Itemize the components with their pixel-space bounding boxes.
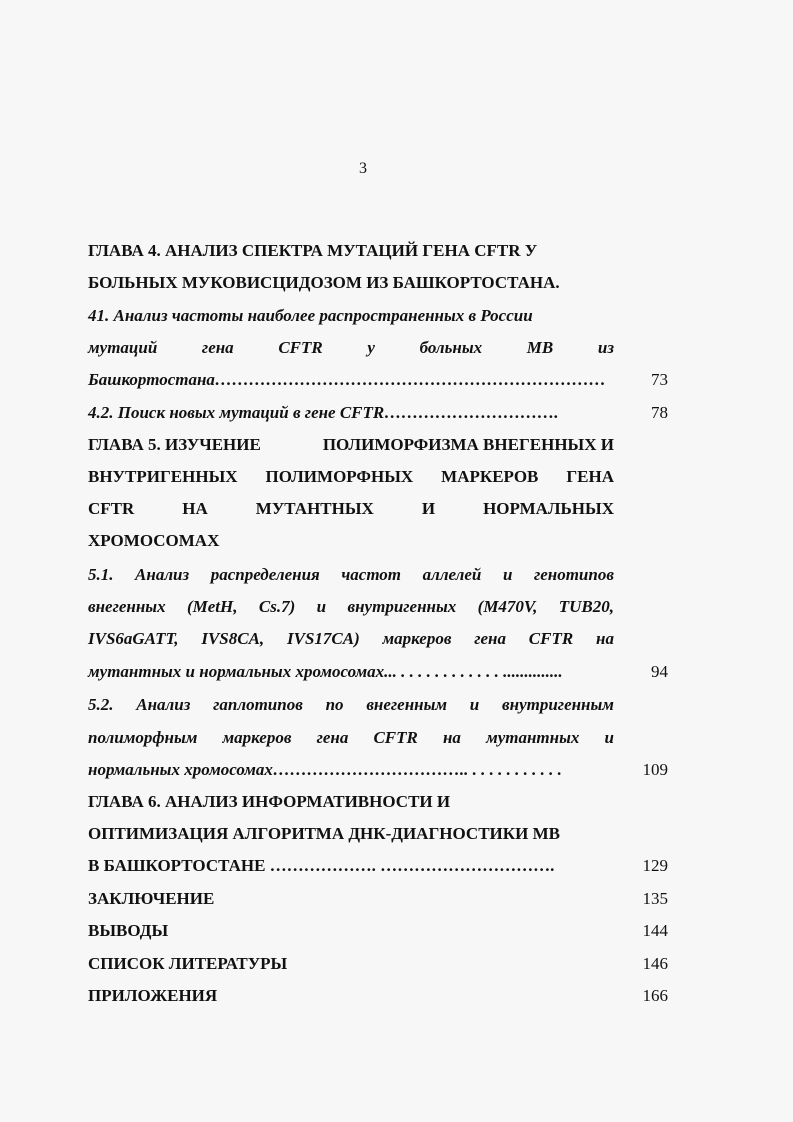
word: И bbox=[421, 499, 436, 518]
section-5-1-line1 bbox=[88, 565, 614, 585]
section-5-1-line2 bbox=[88, 597, 614, 617]
word: мутантных bbox=[486, 728, 580, 747]
chapter6-title-line2: ОПТИМИЗАЦИЯ АЛГОРИТМА ДНК-ДИАГНОСТИКИ МВ bbox=[88, 824, 560, 843]
word: внутригенных bbox=[347, 597, 457, 616]
chapter5-title-line1 bbox=[88, 435, 614, 455]
word: ПОЛИМОРФНЫХ bbox=[265, 467, 414, 486]
chapter4-title-line2: БОЛЬНЫХ МУКОВИСЦИДОЗОМ ИЗ БАШКОРТОСТАНА. bbox=[88, 273, 560, 292]
word: Анализ bbox=[136, 695, 191, 714]
word: аллелей bbox=[422, 565, 482, 584]
toc-references: СПИСОК ЛИТЕРАТУРЫ bbox=[88, 954, 288, 973]
word: на bbox=[596, 629, 614, 648]
word: внегенных bbox=[88, 597, 166, 616]
toc-appendices-page: 166 bbox=[642, 986, 668, 1005]
section-5-1-line3 bbox=[88, 629, 614, 649]
toc-findings-page: 144 bbox=[642, 921, 668, 940]
chapter5-title-line2 bbox=[88, 467, 614, 487]
word: гена bbox=[474, 629, 506, 648]
word: на bbox=[442, 728, 461, 747]
word: IVS17CA) bbox=[286, 629, 360, 648]
section-4-1-line3: Башкортостана…………………………………………………………… bbox=[88, 370, 606, 389]
section-5-2-line2 bbox=[88, 728, 614, 748]
chapter5-title-line4: ХРОМОСОМАХ bbox=[88, 531, 220, 550]
word: МВ bbox=[526, 338, 554, 357]
word: частот bbox=[341, 565, 402, 584]
word: распределения bbox=[210, 565, 320, 584]
word: маркеров bbox=[222, 728, 292, 747]
section-5-1-page: 94 bbox=[651, 662, 668, 681]
word: и bbox=[316, 597, 327, 616]
word: и bbox=[502, 565, 513, 584]
word: Анализ bbox=[135, 565, 190, 584]
word: маркеров bbox=[382, 629, 452, 648]
word: по bbox=[325, 695, 344, 714]
word: у bbox=[367, 338, 375, 357]
word: Cs.7) bbox=[258, 597, 296, 616]
chapter6-title-line3: В БАШКОРТОСТАНЕ ………………. …………………………. bbox=[88, 856, 555, 875]
section-4-1-line1: 41. Анализ частоты наиболее распространенных в России bbox=[88, 306, 533, 325]
word: (M470V, bbox=[477, 597, 538, 616]
word: генотипов bbox=[533, 565, 614, 584]
word: ГЕНА bbox=[566, 467, 614, 486]
word: и bbox=[469, 695, 480, 714]
page-number: 3 bbox=[359, 160, 367, 177]
toc-conclusion-page: 135 bbox=[642, 889, 668, 908]
word: внегенным bbox=[366, 695, 448, 714]
section-5-2-page: 109 bbox=[642, 760, 668, 779]
word: CFTR bbox=[278, 338, 323, 357]
chapter6-page: 129 bbox=[642, 856, 668, 875]
word: гена bbox=[201, 338, 234, 357]
word: НА bbox=[182, 499, 208, 518]
word: из bbox=[597, 338, 614, 357]
word: и bbox=[604, 728, 614, 747]
word: мутаций bbox=[88, 338, 158, 357]
toc-findings: ВЫВОДЫ bbox=[88, 921, 169, 940]
word: полиморфным bbox=[88, 728, 198, 747]
word: IVS8CA, bbox=[201, 629, 265, 648]
section-4-1-line2 bbox=[88, 338, 614, 358]
word: 5.1. bbox=[88, 565, 114, 584]
section-4-2: 4.2. Поиск новых мутаций в гене CFTR…………………………. bbox=[88, 403, 559, 422]
word: ВНУТРИГЕННЫХ bbox=[88, 467, 238, 486]
word: CFTR bbox=[528, 629, 574, 648]
word: ГЛАВА 5. ИЗУЧЕНИЕ bbox=[88, 435, 261, 454]
word: гаплотипов bbox=[213, 695, 303, 714]
toc-appendices: ПРИЛОЖЕНИЯ bbox=[88, 986, 218, 1005]
word: гена bbox=[316, 728, 349, 747]
word: 5.2. bbox=[88, 695, 114, 714]
word: IVS6aGATT, bbox=[88, 629, 179, 648]
chapter6-title-line1: ГЛАВА 6. АНАЛИЗ ИНФОРМАТИВНОСТИ И bbox=[88, 792, 451, 811]
word: МУТАНТНЫХ bbox=[255, 499, 374, 518]
toc-conclusion: ЗАКЛЮЧЕНИЕ bbox=[88, 889, 215, 908]
word: CFTR bbox=[373, 728, 418, 747]
section-4-1-page: 73 bbox=[651, 370, 668, 389]
word: (MetH, bbox=[186, 597, 238, 616]
word: CFTR bbox=[88, 499, 135, 518]
word: ПОЛИМОРФИЗМА ВНЕГЕННЫХ И bbox=[322, 435, 614, 454]
word: больных bbox=[419, 338, 483, 357]
word: НОРМАЛЬНЫХ bbox=[483, 499, 614, 518]
section-5-1-line4: мутантных и нормальных хромосомах... . . . . . . . . . . . . .............. bbox=[88, 662, 563, 681]
toc-references-page: 146 bbox=[642, 954, 668, 973]
chapter4-title-line1: ГЛАВА 4. АНАЛИЗ СПЕКТРА МУТАЦИЙ ГЕНА CFTR У bbox=[88, 241, 538, 260]
section-5-2-line1 bbox=[88, 695, 614, 715]
section-4-2-page: 78 bbox=[651, 403, 668, 422]
section-5-2-line3: нормальных хромосомах…………………………….. . . . . . . . . . . . bbox=[88, 760, 562, 779]
word: TUB20, bbox=[558, 597, 614, 616]
chapter5-title-line3 bbox=[88, 499, 614, 519]
word: МАРКЕРОВ bbox=[441, 467, 539, 486]
word: внутригенным bbox=[502, 695, 614, 714]
